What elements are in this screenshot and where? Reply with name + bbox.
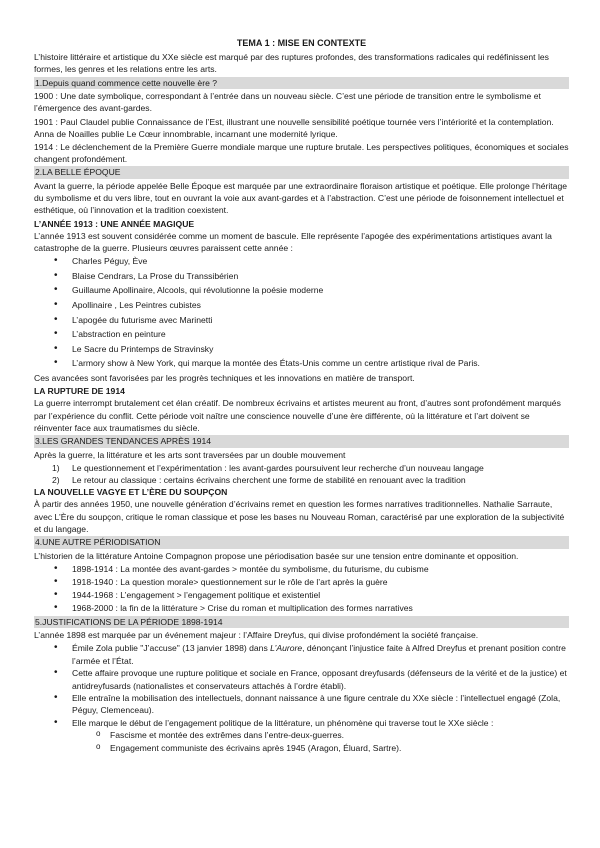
paragraph: 1900 : Une date symbolique, correspondant à l’entrée dans un nouveau siècle. C’est une période de transition entre le symbolisme et l’émergence des avant-gardes.: [34, 91, 541, 114]
paragraph: Après la guerre, la littérature et les arts sont traversées par un double mouvement: [34, 449, 346, 460]
list-item: • Le Sacre du Printemps de Stravinsky: [72, 343, 569, 355]
subheading: LA RUPTURE DE 1914: [34, 386, 125, 397]
paragraph: L’année 1913 est souvent considérée comme un moment de bascule. Elle représente l’apogée des expérimentations artistiques avant la catastrophe de la guerre. Plusieurs œuvres paraissent cette année :: [34, 230, 552, 254]
list-item: • 1968-2000 : la fin de la littérature > Crise du roman et multiplication des formes narratives: [72, 602, 569, 614]
paragraph: 1914 : Le déclenchement de la Première Guerre mondiale marque une rupture brutale. Les perspectives politiques, économiques et sociales changent profondément.: [34, 142, 569, 165]
paragraph: L’année 1898 est marquée par un événement majeur : l’Affaire Dreyfus, qui divise profondément la société française.: [34, 630, 479, 641]
sub-list-item: o Fascisme et montée des extrêmes dans l’entre-deux-guerres.: [110, 729, 569, 741]
list-item: • Charles Péguy, Ève: [72, 255, 569, 267]
paragraph: L’historien de la littérature Antoine Compagnon propose une périodisation basée sur une tension entre dominante et opposition.: [34, 550, 519, 561]
list-item: • 1918-1940 : La question morale> questionnement sur le rôle de l’art après la guère: [72, 576, 569, 588]
subheading: L’ANNÉE 1913 : UNE ANNÉE MAGIQUE: [34, 218, 195, 229]
list-item: • Elle entraîne la mobilisation des intellectuels, donnant naissance à une figure centrale du XXe siècle : l’intellectuel engagé (Zola, Péguy, Clemenceau).: [72, 692, 569, 716]
intro-paragraph: L’histoire littéraire et artistique du XXe siècle est marqué par des ruptures profondes, des transformations radicales qui redéfinissent les formes, les genres et les relations entre les arts.: [34, 52, 549, 75]
justification-list: [34, 642, 569, 754]
list-item: • Émile Zola publie "J’accuse" (13 janvier 1898) dans L’Aurore, dénonçant l’injustice faite à Alfred Dreyfus et prenant position contre l’armée et l’État.: [72, 642, 569, 666]
list-item: • Guillaume Apollinaire, Alcools, qui révolutionne la poésie moderne: [72, 284, 569, 296]
paragraph: La guerre interrompt brutalement cet élan créatif. De nombreux écrivains et artistes meurent au front, d’autres sont profondément marqués par l’expérience du conflit. Cette période voit naître une conscience nouvelle d’une ère différente, où la littérature et l’art doivent se réinventer face aux traumatismes du siècle.: [34, 398, 561, 433]
list-item: • L’apogée du futurisme avec Marinetti: [72, 314, 569, 326]
paragraph: À partir des années 1950, une nouvelle génération d’écrivains remet en question les formes narratives traditionnelles. Nathalie Sarraute, avec L’Ère du soupçon, critique le roman classique et pose les bases nu Nouveau Roman, caractérisé par une exploration de la subjectivité et du langage.: [34, 499, 565, 534]
list-item: • L’armory show à New York, qui marque la montée des États-Unis comme un centre artistique rival de Paris.: [72, 357, 569, 369]
paragraph: Avant la guerre, la période appelée Belle Époque est marquée par une extraordinaire floraison artistique et poétique. Elle prolonge l’héritage du symbolisme et du vers libre, tout en ouvrant la voie aux avant-gardes et à l’abstraction. C’est une période de foisonnement intellectuel et esthétique, où l’innovation et la tradition coexistent.: [34, 181, 568, 216]
subheading: LA NOUVELLE VAGYE ET L’ÈRE DU SOUPÇON: [34, 487, 228, 498]
page-title: TEMA 1 : MISE EN CONTEXTE: [236, 38, 367, 48]
list-item: • Blaise Cendrars, La Prose du Transsibérien: [72, 270, 569, 282]
works-1913-list: [34, 255, 569, 369]
list-item: • 1944-1968 : L’engagement > l’engagement politique et existentiel: [72, 589, 569, 601]
sub-list-item: o Engagement communiste des écrivains après 1945 (Aragon, Éluard, Sartre).: [110, 742, 569, 754]
numbered-list: [34, 462, 569, 486]
section-heading-1: 1.Depuis quand commence cette nouvelle ère ?: [34, 77, 569, 90]
list-item: • Elle marque le début de l’engagement politique de la littérature, un phénomène qui traverse tout le XXe siècle : o Fascisme et montée des extrêmes dans l’entre-deux-guerres. o Engagement communiste des écrivains après 1945 (Aragon, Éluard, Sartre).: [72, 717, 569, 754]
section-heading-3: 3.LES GRANDES TENDANCES APRÈS 1914: [34, 435, 569, 448]
paragraph: Ces avancées sont favorisées par les progrès techniques et les innovations en matière de transport.: [34, 372, 415, 383]
list-item: • Cette affaire provoque une rupture politique et sociale en France, opposant dreyfusards (défenseurs de la vérité et de la justice) et antidreyfusards (nationalistes et conservateurs attachés à l’ordre établi).: [72, 667, 569, 691]
section-heading-2: 2.LA BELLE ÉPOQUE: [34, 166, 569, 179]
list-item: • Apollinaire , Les Peintres cubistes: [72, 299, 569, 311]
list-item: 1) Le questionnement et l’expérimentation : les avant-gardes poursuivent leur recherche d’un nouveau langage: [72, 462, 569, 474]
list-item: • 1898-1914 : La montée des avant-gardes > montée du symbolisme, du futurisme, du cubisme: [72, 563, 569, 575]
section-heading-4: 4.UNE AUTRE PÉRIODISATION: [34, 536, 569, 549]
paragraph: 1901 : Paul Claudel publie Connaissance de l’Est, illustrant une nouvelle sensibilité poétique tournée vers l’intériorité et la contemplation. Anna de Noailles publie Le Cœur innombrable, incarnant une modernité lyrique.: [34, 116, 554, 139]
section-heading-5: 5.JUSTIFICATIONS DE LA PÉRIODE 1898-1914: [34, 616, 569, 629]
periodisation-list: [34, 563, 569, 615]
sub-list: [72, 729, 569, 754]
list-item: 2) Le retour au classique : certains écrivains cherchent une forme de stabilité en renouant avec la tradition: [72, 474, 569, 486]
list-item: • L’abstraction en peinture: [72, 328, 569, 340]
